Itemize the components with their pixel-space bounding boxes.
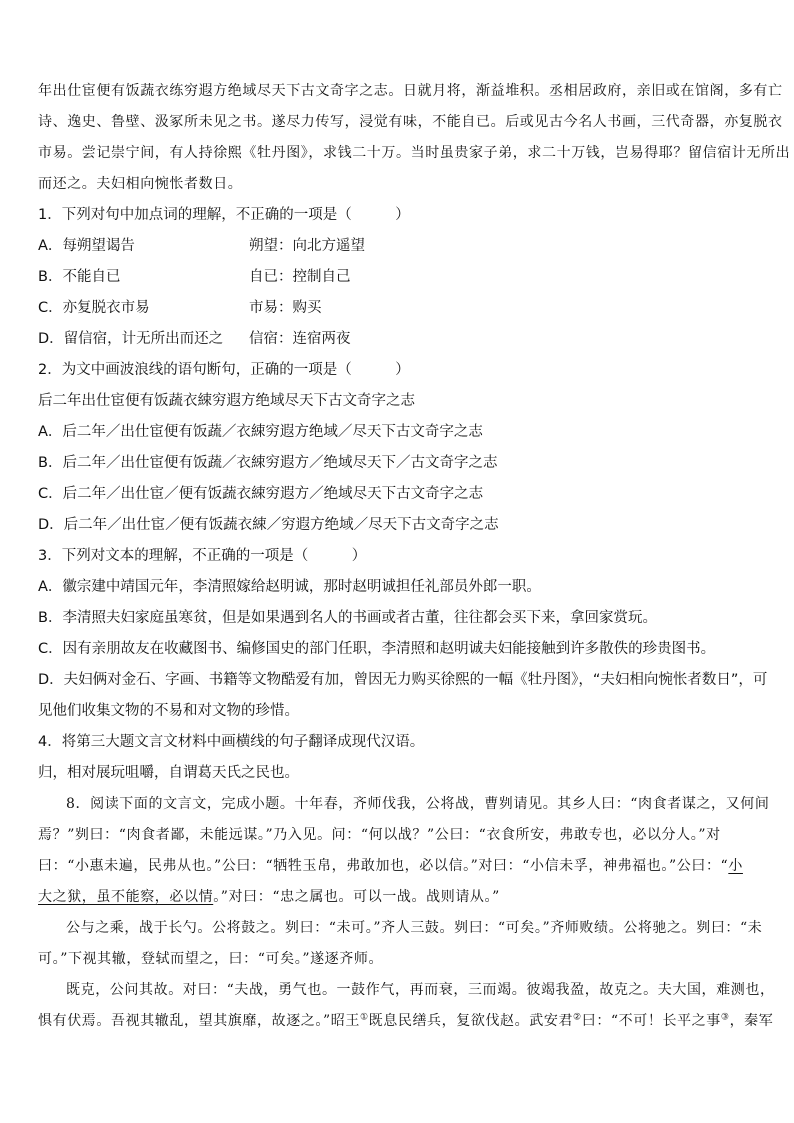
question-3-option-b: B．李清照夫妇家庭虽寒贫，但是如果遇到名人的书画或者古董，往往都会买下来，拿回家赏玩。 (38, 610, 657, 626)
question-4-sentence: 归，相对展玩咀嚼，自谓葛天氏之民也。 (38, 765, 299, 781)
question-4-stem: 4．将第三大题文言文材料中画横线的句子翻译成现代汉语。 (38, 734, 425, 750)
line-text: 惧有伏焉。吾视其辙乱，望其旗靡，故逐之。”昭王 (38, 1013, 360, 1029)
passage-paragraph-line: 可。”下视其辙，登轼而望之，曰：“可矣。”遂逐齐师。 (38, 951, 384, 967)
option-text: B．不能自已 (38, 269, 121, 285)
option-text: C．亦复脱衣市易 (38, 300, 150, 316)
passage-paragraph-line: 公与之乘，战于长勺。公将鼓之。刿曰：“未可。”齐人三鼓。刿曰：“可矣。”齐师败绩。公将驰之。刿曰：“未 (66, 920, 763, 936)
question-3-stem: 3．下列对文本的理解，不正确的一项是（ ） (38, 548, 367, 564)
question-2-option-b: B．后二年／出仕宦便有饭蔬／衣綀穷遐方／绝域尽天下／古文奇字之志 (38, 455, 498, 471)
option-text: D．留信宿，计无所出而还之 (38, 331, 224, 347)
passage-paragraph-line (38, 1006, 774, 1037)
question-3-option-c: C．因有亲朋故友在收藏图书、编修国史的部门任职，李清照和赵明诚夫妇能接触到许多散佚的珍贵图书。 (38, 641, 716, 657)
passage-paragraph-line: 既克，公问其故。对曰：“夫战，勇气也。一鼓作气，再而衰，三而竭。彼竭我盈，故克之。夫大国，难测也， (66, 982, 775, 998)
question-8-line: 焉？”刿曰：“肉食者鄙，未能远谋。”乃入见。问：“何以战？”公曰：“衣食所安，弗敢专也，必以分人。”对 (38, 827, 721, 843)
question-3-option-d: D．夫妇俩对金石、字画、书籍等文物酷爱有加，曾因无力购买徐熙的一幅《牡丹图》，“夫妇相向惋怅者数日”，可 (38, 672, 768, 688)
passage-line: 诗、逸史、鲁壁、汲冢所未见之书。遂尽力传写，浸觉有味，不能自已。后或见古今名人书画，三代奇器，亦复脱衣 (38, 114, 783, 130)
question-1-option-c (38, 293, 760, 324)
passage-line: 市易。尝记崇宁间，有人持徐熙《牡丹图》，求钱二十万。当时虽贵家子弟，求二十万钱，岂易得耶？留信宿计无所出 (38, 145, 791, 161)
question-2-option-a: A．后二年／出仕宦便有饭蔬／衣綀穷遐方绝域／尽天下古文奇字之志 (38, 424, 483, 440)
footnote-marker: ① (359, 1012, 369, 1023)
option-explanation: 信宿：连宿两夜 (249, 331, 351, 347)
question-8-line (38, 851, 760, 882)
question-3-option-a: A．徽宗建中靖国元年，李清照嫁给赵明诚，那时赵明诚担任礼部员外郎一职。 (38, 579, 541, 595)
underlined-text: 大之狱，虽不能察，必以情 (38, 889, 214, 905)
question-1-option-b (38, 262, 760, 293)
option-explanation: 自已：控制自己 (249, 269, 351, 285)
passage-line: 而还之。夫妇相向惋怅者数日。 (38, 176, 243, 192)
question-8-line (38, 882, 760, 913)
question-2-option-d: D．后二年／出仕宦／便有饭蔬衣綀／穷遐方绝域／尽天下古文奇字之志 (38, 517, 499, 533)
option-text: A．每朔望谒告 (38, 238, 135, 254)
line-text: 曰：“不可！长平之事 (581, 1013, 721, 1029)
footnote-marker: ③ (720, 1012, 730, 1023)
line-text: 。”对曰：“忠之属也。可以一战。战则请从。” (213, 889, 500, 905)
question-2-option-c: C．后二年／出仕宦／便有饭蔬衣綀穷遐方／绝域尽天下古文奇字之志 (38, 486, 484, 502)
question-2-stem: 2．为文中画波浪线的语句断句，正确的一项是（ ） (38, 362, 410, 378)
question-8-line: 8．阅读下面的文言文，完成小题。十年春，齐师伐我，公将战，曹刿请见。其乡人曰：“肉食者谋之，又何间 (66, 796, 770, 812)
question-1-stem: 1．下列对句中加点词的理解，不正确的一项是（ ） (38, 207, 410, 223)
option-explanation: 朔望：向北方遥望 (249, 238, 365, 254)
question-1-option-d (38, 324, 760, 355)
line-text: 既息民缮兵，复欲伐赵。武安君 (368, 1013, 574, 1029)
passage-line: 年出仕宦便有饭蔬衣练穷遐方绝域尽天下古文奇字之志。日就月将，渐益堆积。丞相居政府，亲旧或在馆阁，多有亡 (38, 83, 783, 99)
question-3-option-d-cont: 见他们收集文物的不易和对文物的珍惜。 (38, 703, 299, 719)
underlined-text: 小 (728, 858, 743, 874)
question-2-sentence: 后二年出仕宦便有饭蔬衣綀穷遐方绝域尽天下古文奇字之志 (38, 393, 415, 409)
line-text: 曰：“小惠未遍，民弗从也。”公曰：“牺牲玉帛，弗敢加也，必以信。”对曰：“小信未孚，神弗福也。”公曰：“ (38, 858, 729, 874)
document-page (38, 76, 791, 1037)
option-explanation: 市易：购买 (249, 300, 322, 316)
question-1-option-a (38, 231, 760, 262)
line-text: ，秦军 (729, 1013, 774, 1029)
footnote-marker: ② (573, 1012, 582, 1023)
